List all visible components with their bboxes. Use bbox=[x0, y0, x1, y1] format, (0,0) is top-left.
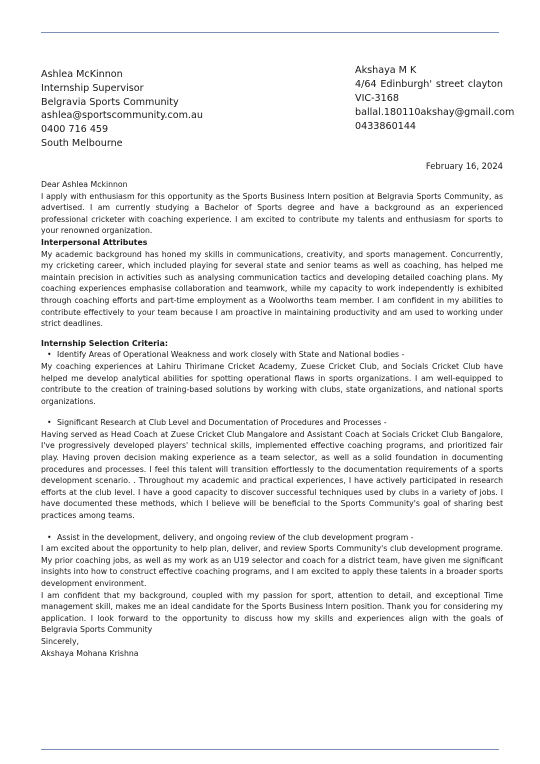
bullet-icon: • bbox=[47, 350, 52, 360]
recipient-location: South Melbourne bbox=[41, 137, 123, 149]
letter-body bbox=[41, 179, 503, 659]
sender-street-name: Edinburgh' bbox=[380, 78, 433, 90]
criteria-item-1-paragraph: My coaching experiences at Lahiru Thirimane Cricket Academy, Zuese Cricket Club, and Socials Cricket Club have helped me develop analytical abilities for spotting operational flaws in sports organizations. I am well-equipped to contribute to the creation of training-based solutions by working with clubs, state organizations, and national sports organizations. bbox=[41, 361, 503, 406]
salutation: Dear Ashlea Mckinnon bbox=[41, 180, 128, 189]
valediction: Sincerely, bbox=[41, 636, 80, 646]
sender-phone: 0433860144 bbox=[355, 120, 417, 132]
sender-block bbox=[355, 64, 515, 134]
letter-date: February 16, 2024 bbox=[425, 161, 503, 171]
top-divider bbox=[41, 32, 499, 33]
sender-suburb: VIC-3168 bbox=[355, 92, 399, 104]
criteria-heading: Internship Selection Criteria: bbox=[41, 338, 168, 348]
bullet-icon: • bbox=[47, 532, 52, 542]
recipient-block bbox=[41, 68, 203, 151]
recipient-title: Internship Supervisor bbox=[41, 82, 144, 94]
recipient-email: ashlea@sportscommunity.com.au bbox=[41, 110, 203, 122]
bottom-divider bbox=[41, 749, 499, 750]
criteria-item-2-title bbox=[47, 417, 503, 429]
sender-street-number: 4/64 bbox=[355, 78, 377, 90]
criteria-item-1-label: Identify Areas of Operational Weakness and work closely with State and National bodies - bbox=[57, 350, 405, 360]
criteria-item-3-paragraph: I am excited about the opportunity to help plan, deliver, and review Sports Community's club development programe. My prior coaching jobs, as well as my work as an U19 selector and coach for a district team, have given me significant insights into how to construct effective coaching programs, and I am excited to apply these talents in a broader sports development environment. bbox=[41, 544, 503, 588]
criteria-item-2-paragraph: Having served as Head Coach at Zuese Cricket Club Mangalore and Assistant Coach at Socials Cricket Club Bangalore, I've progressively developed players' technical skills, implemented effective coaching programs, and prioritized fair play. Having proven decision making experience as a team selector, as well as a solid foundation in documenting procedures and processes. I feel this talent will transition effortlessly to the documentation requirements of a sports development scenario. . Throughout my academic and practical experiences, I have actively participated in research efforts at the club level. I have a good capacity to discover successful techniques used by clubs in a variety of jobs. I have documented these methods, which I believe will be beneficial to the Sports Community's goal of sharing best practices among teams. bbox=[41, 429, 503, 521]
criteria-item-1-title bbox=[47, 349, 503, 361]
intro-paragraph: I apply with enthusiasm for this opportunity as the Sports Business Intern position at Belgravia Sports Community, as advertised. I am currently studying a Bachelor of Sports degree and have a background as an experienced professional cricketer with coaching experience. I am excited to contribute my talents and enthusiasm for sports to your renowned organization. bbox=[41, 191, 503, 236]
signatory-name: Akshaya Mohana Krishna bbox=[41, 648, 139, 658]
sender-name: Akshaya M K bbox=[355, 65, 417, 76]
criteria-item-2-label: Significant Research at Club Level and Documentation of Procedures and Processes - bbox=[57, 418, 387, 428]
bullet-icon: • bbox=[47, 418, 52, 428]
sender-street-suburb: clayton bbox=[467, 78, 503, 90]
recipient-phone: 0400 716 459 bbox=[41, 124, 109, 136]
sender-street-type: street bbox=[435, 78, 464, 90]
interpersonal-paragraph: My academic background has honed my skills in communications, creativity, and sports management. Concurrently, my cricketing career, which included playing for several state and senior teams as well as coaching, has helped me maintain precision in activities such as analysing communication tactics and developing detailed coaching plans. My coaching experiences emphasise collaboration and teamwork, while my capacity to work independently is exhibited through coaching efforts and part-time employment as a Woolworths team member. I am confident in my abilities to contribute effectively to your team because I am proactive in maintaining productivity and am used to working under strict deadlines. bbox=[41, 249, 503, 329]
sender-street bbox=[355, 78, 503, 92]
interpersonal-heading: Interpersonal Attributes bbox=[41, 237, 148, 247]
recipient-organization: Belgravia Sports Community bbox=[41, 96, 179, 108]
criteria-item-3-title bbox=[47, 532, 503, 544]
sender-email: ballal.180110akshay@gmail.com bbox=[355, 106, 515, 118]
closing-paragraph: I am confident that my background, coupled with my passion for sport, attention to detail, and exceptional Time management skill, makes me an ideal candidate for the Sports Business Intern position. Thank you for considering my application. I look forward to the opportunity to discuss how my skills and experiences align with the goals of Belgravia Sports Community bbox=[41, 590, 503, 635]
recipient-name: Ashlea McKinnon bbox=[41, 69, 123, 80]
criteria-item-3-label: Assist in the development, delivery, and ongoing review of the club development program - bbox=[57, 532, 414, 542]
